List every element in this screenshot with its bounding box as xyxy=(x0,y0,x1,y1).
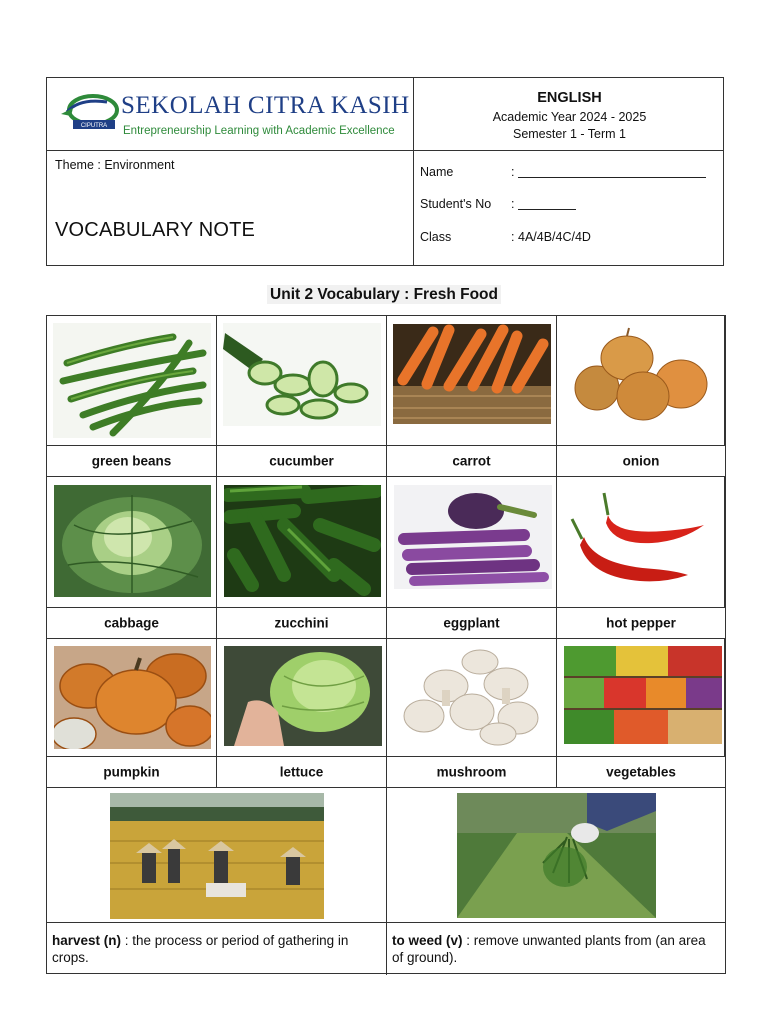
school-tagline: Entrepreneurship Learning with Academic Excellence xyxy=(123,125,395,137)
vocab-word-green-beans: green beans xyxy=(91,453,172,469)
subject-title: ENGLISH xyxy=(537,90,602,106)
student-no-label: Student's No xyxy=(420,197,492,211)
semester-term: Semester 1 - Term 1 xyxy=(512,127,626,141)
weed-term: to weed (v) xyxy=(392,933,463,948)
weed-definition xyxy=(392,932,718,966)
zucchini-photo xyxy=(224,485,381,597)
vocab-word-zucchini: zucchini xyxy=(274,615,329,631)
vocab-word-cell xyxy=(387,446,557,477)
vocab-word-cell xyxy=(557,446,725,477)
vocabulary-grid xyxy=(46,315,726,974)
unit-title xyxy=(0,286,768,304)
header-table xyxy=(46,77,724,266)
eggplant-image-cell xyxy=(387,477,557,608)
vegetables-market-photo xyxy=(564,646,722,744)
school-emblem-icon xyxy=(59,90,121,142)
onion-photo xyxy=(563,324,719,426)
lettuce-photo xyxy=(224,646,382,746)
carrot-photo xyxy=(393,324,551,424)
harvest-term: harvest (n) xyxy=(52,933,122,948)
vocab-word-cell xyxy=(217,446,387,477)
class-label: Class xyxy=(420,230,452,244)
mushroom-image-cell xyxy=(387,639,557,757)
student-no-colon: : xyxy=(511,197,515,211)
cabbage-photo xyxy=(54,485,211,597)
vocab-word-cabbage: cabbage xyxy=(104,615,159,631)
theme-label: Theme : Environment xyxy=(55,158,175,172)
weed-image-cell xyxy=(387,788,725,923)
vocab-word-carrot: carrot xyxy=(452,453,491,469)
carrot-image-cell xyxy=(387,316,557,446)
hot-pepper-image-cell xyxy=(557,477,725,608)
mushroom-photo xyxy=(394,646,552,746)
pumpkin-image-cell xyxy=(47,639,217,757)
vocab-word-cell xyxy=(557,608,725,639)
rice-harvest-photo xyxy=(110,793,324,919)
vocab-word-cell xyxy=(387,608,557,639)
cucumber-photo xyxy=(223,323,381,426)
vocab-word-cell xyxy=(47,608,217,639)
vocab-word-mushroom: mushroom xyxy=(436,764,507,780)
eggplant-photo xyxy=(394,485,552,589)
zucchini-image-cell xyxy=(217,477,387,608)
vocab-word-hot-pepper: hot pepper xyxy=(606,615,676,631)
vocab-word-cucumber: cucumber xyxy=(269,453,334,469)
unit-title-text: Unit 2 Vocabulary : Fresh Food xyxy=(267,285,501,304)
lettuce-image-cell xyxy=(217,639,387,757)
onion-image-cell xyxy=(557,316,725,446)
page-title: VOCABULARY NOTE xyxy=(55,219,256,241)
vocab-word-cell xyxy=(47,446,217,477)
name-label: Name xyxy=(420,165,454,179)
weeding-photo xyxy=(457,793,656,918)
vegetables-image-cell xyxy=(557,639,725,757)
green-beans-image-cell xyxy=(47,316,217,446)
vocab-word-cell xyxy=(387,757,557,788)
harvest-image-cell xyxy=(47,788,387,923)
vocab-word-cell xyxy=(217,757,387,788)
class-value: 4A/4B/4C/4D xyxy=(518,230,591,244)
cabbage-image-cell xyxy=(47,477,217,608)
vocab-word-vegetables: vegetables xyxy=(606,764,676,780)
header-divider-horizontal xyxy=(47,150,723,151)
vocab-word-pumpkin: pumpkin xyxy=(103,764,160,780)
harvest-definition xyxy=(52,932,382,966)
emblem-text: CIPUTRA xyxy=(80,123,108,129)
definition-divider xyxy=(386,923,387,975)
school-logo xyxy=(59,88,410,142)
weed-meaning: : remove unwanted plants from (an area of ground). xyxy=(392,933,706,965)
vocab-word-onion: onion xyxy=(622,453,660,469)
subject-block xyxy=(414,78,725,150)
class-colon: : xyxy=(511,230,515,244)
vocab-word-cell xyxy=(217,608,387,639)
cucumber-image-cell xyxy=(217,316,387,446)
vocab-word-lettuce: lettuce xyxy=(279,764,324,780)
harvest-meaning: : the process or period of gathering in crops. xyxy=(52,933,349,965)
green-beans-photo xyxy=(53,323,211,438)
hot-pepper-photo xyxy=(564,485,720,589)
name-field[interactable] xyxy=(518,177,706,178)
pumpkin-photo xyxy=(54,646,211,749)
vocab-word-eggplant: eggplant xyxy=(443,615,500,631)
school-name: SEKOLAH CITRA KASIH xyxy=(121,92,410,119)
vocab-word-cell xyxy=(47,757,217,788)
vocab-word-cell xyxy=(557,757,725,788)
academic-year: Academic Year 2024 - 2025 xyxy=(492,110,647,124)
name-colon: : xyxy=(511,165,515,179)
student-no-field[interactable] xyxy=(518,209,576,210)
